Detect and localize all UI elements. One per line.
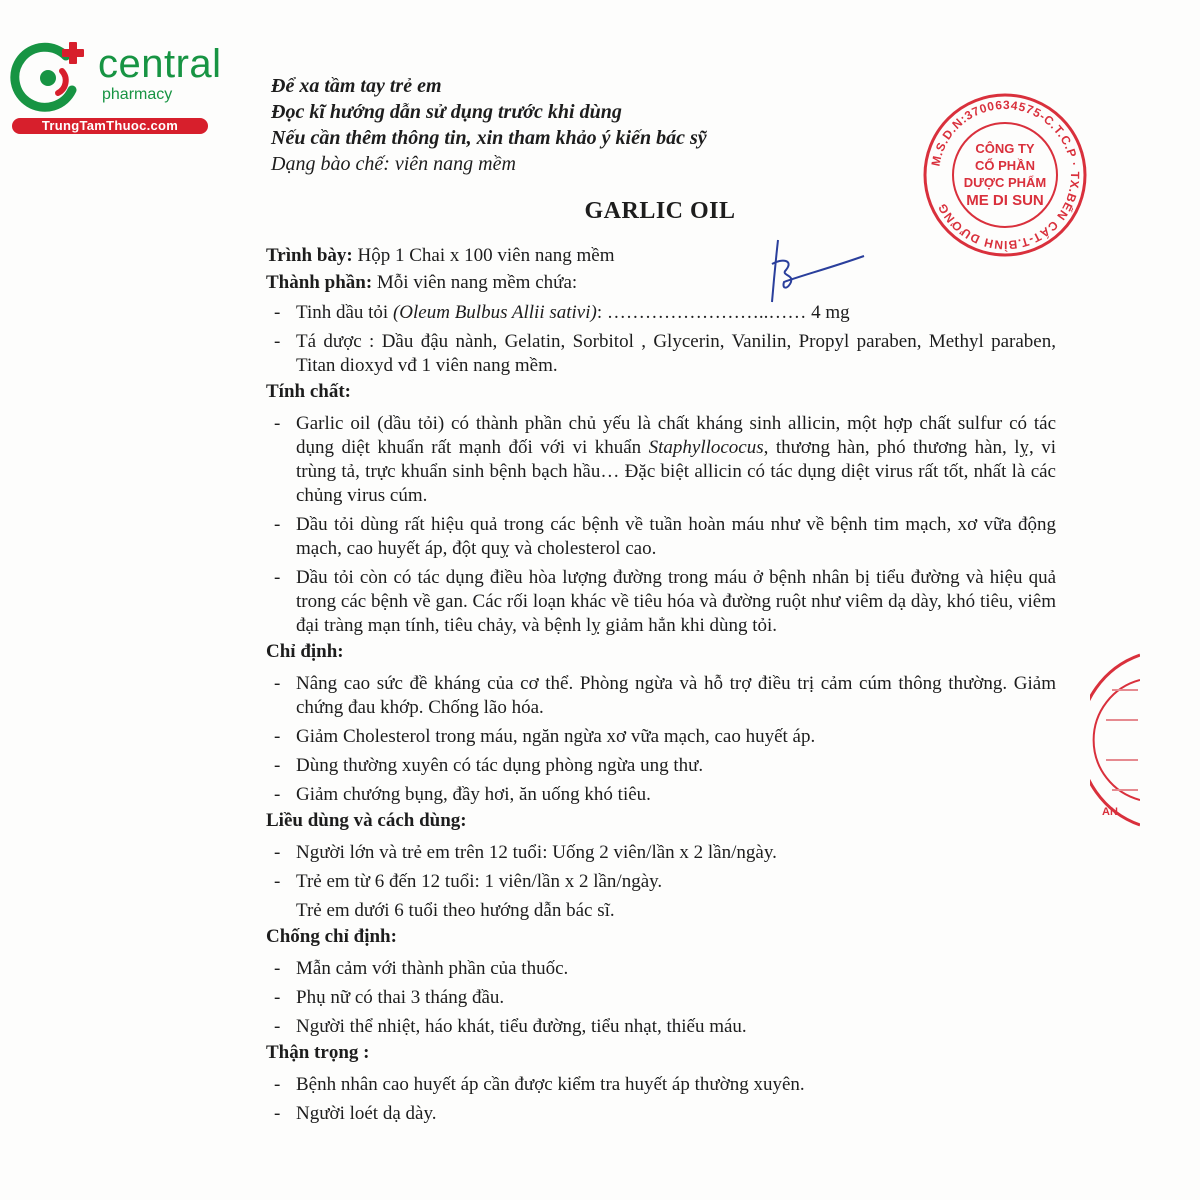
list-item: - Nâng cao sức đề kháng của cơ thể. Phòng ngừa và hỗ trợ điều trị cảm cúm thông thường. Giảm chứng đau khớp. Chống lão hóa. <box>266 672 1056 720</box>
side-stamp-icon <box>1090 650 1140 830</box>
properties-list <box>266 412 1056 638</box>
logo-subtitle: pharmacy <box>102 86 173 103</box>
contraindications-list <box>266 957 1056 1039</box>
presentation-label: Trình bày: <box>266 245 353 266</box>
list-item: - Người loét dạ dày. <box>266 1102 1056 1126</box>
company-stamp <box>920 90 1090 260</box>
partial-side-stamp <box>1090 650 1140 830</box>
stamp-ring-text: M.S.D.N:3700634575-C.T.C.P · TX.BẾN CÁT-T.BÌNH DƯƠNG <box>928 97 1083 253</box>
leaflet-body <box>266 244 1056 1126</box>
list-item: - Giảm Cholesterol trong máu, ngăn ngừa xơ vữa mạch, cao huyết áp. <box>266 725 1056 749</box>
composition-text: Mỗi viên nang mềm chứa: <box>376 272 578 293</box>
list-item: - Trẻ em từ 6 đến 12 tuổi: 1 viên/lần x 2 lần/ngày. <box>266 870 1056 894</box>
dosage-list <box>266 841 1056 923</box>
central-pharmacy-logo <box>10 38 222 138</box>
list-item: Trẻ em dưới 6 tuổi theo hướng dẫn bác sĩ. <box>296 900 615 921</box>
stamp-line-4: ME DI SUN <box>966 192 1044 209</box>
central-logo-icon <box>10 38 90 118</box>
warning-line-2: Đọc kĩ hướng dẫn sử dụng trước khi dùng <box>271 101 622 123</box>
contraindications-heading: Chống chỉ định: <box>266 926 397 947</box>
composition-label: Thành phần: <box>266 272 373 293</box>
indications-list <box>266 672 1056 807</box>
list-item: - Mẫn cảm với thành phần của thuốc. <box>266 957 1056 981</box>
list-item: - Giảm chướng bụng, đầy hơi, ăn uống khó tiêu. <box>266 783 1056 807</box>
presentation-text: Hộp 1 Chai x 100 viên nang mềm <box>357 245 615 266</box>
list-item: - Người lớn và trẻ em trên 12 tuổi: Uống 2 viên/lần x 2 lần/ngày. <box>266 841 1056 865</box>
warning-line-3: Nếu cần thêm thông tin, xin tham khảo ý kiến bác sỹ <box>271 127 707 149</box>
warning-line-1: Để xa tầm tay trẻ em <box>271 75 442 97</box>
document-header <box>271 73 831 177</box>
indications-heading: Chỉ định: <box>266 641 344 662</box>
logo-wordmark: central <box>98 42 222 86</box>
stamp-line-1: CÔNG TY <box>975 141 1035 156</box>
list-item: - Dùng thường xuyên có tác dụng phòng ngừa ung thư. <box>266 754 1056 778</box>
list-item: - Dầu tỏi dùng rất hiệu quả trong các bệnh về tuần hoàn máu như về bệnh tim mạch, xơ vữa động mạch, cao huyết áp, đột quỵ và cholesterol cao. <box>266 513 1056 561</box>
dosage-heading: Liều dùng và cách dùng: <box>266 810 467 831</box>
list-item: - Tá dược : Dầu đậu nành, Gelatin, Sorbitol , Glycerin, Vanilin, Propyl paraben, Methyl paraben, Titan dioxyd vđ 1 viên nang mềm. <box>266 330 1056 378</box>
composition-section <box>266 271 1056 295</box>
properties-heading: Tính chất: <box>266 381 351 402</box>
stamp-line-2: CỔ PHẦN <box>975 158 1035 173</box>
list-item: - Garlic oil (dầu tỏi) có thành phần chủ yếu là chất kháng sinh allicin, một hợp chất sulfur có tác dụng diệt khuẩn rất mạnh đối với vi khuẩn Staphyllococus, thương hàn, phó thương hàn, lỵ, vi trùng tả, trực khuẩn sinh bệnh bạch hầu… Đặc biệt allicin có tác dụng diệt virus rất tốt, nhất là các chủng virus cúm. <box>266 412 1056 508</box>
list-item: - Dầu tỏi còn có tác dụng điều hòa lượng đường trong máu ở bệnh nhân bị tiểu đường và hiệu quả trong các bệnh về gan. Các rối loạn khác về tiêu hóa và đường ruột như viêm dạ dày, khó tiêu, viêm đại tràng mạn tính, tiêu chảy, và bệnh lỵ giảm hẳn khi dùng tỏi. <box>266 566 1056 638</box>
precautions-list <box>266 1073 1056 1126</box>
logo-url-badge: TrungTamThuoc.com <box>12 118 208 134</box>
composition-list <box>266 301 1056 378</box>
list-item: - Người thể nhiệt, háo khát, tiểu đường, tiểu nhạt, thiếu máu. <box>266 1015 1056 1039</box>
product-title: GARLIC OIL <box>584 198 736 224</box>
list-item: - Tinh dầu tỏi (Oleum Bulbus Allii sativi): ……………………..…… 4 mg <box>266 301 1056 325</box>
list-item: - Bệnh nhân cao huyết áp cần được kiểm tra huyết áp thường xuyên. <box>266 1073 1056 1097</box>
list-item: - Phụ nữ có thai 3 tháng đầu. <box>266 986 1056 1010</box>
dosage-form-line: Dạng bào chế: viên nang mềm <box>271 153 516 175</box>
precautions-heading: Thận trọng : <box>266 1042 370 1063</box>
presentation-section <box>266 244 1056 268</box>
side-stamp-text: AN <box>1102 806 1118 818</box>
stamp-line-3: DƯỢC PHẨM <box>963 175 1047 190</box>
